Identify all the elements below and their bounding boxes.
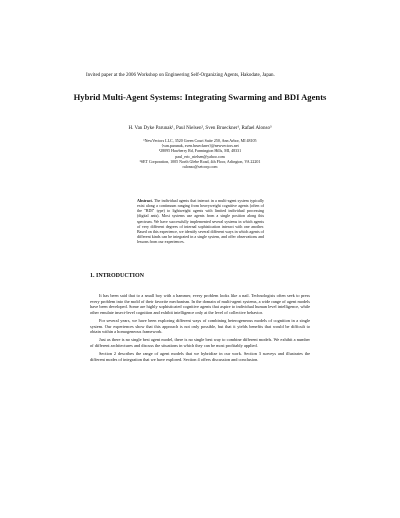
section-body <box>90 293 310 365</box>
abstract <box>137 198 264 244</box>
affiliation-line: ¹NewVectors LLC, 3520 Green Court Suite 250, Ann Arbor, MI 48105 <box>143 138 257 143</box>
body-paragraph: Section 2 describes the range of agent models that we hybridize in our work. Section 3 surveys and illustrates the different modes of integration that we have explored. Section 4 offers discussion and conclusion. <box>90 351 310 362</box>
author-list: H. Van Dyke Parunak¹, Paul Nielsen², Sven Brueckner¹, Rafael Alonso³ <box>128 126 272 131</box>
affiliation-line: {van.parunak, sven.brueckner}@newvectors.net <box>161 143 239 149</box>
affiliation-line: ³SET Corporation, 1005 North Glebe Road, 4th Floor, Arlington, VA 22201 <box>139 158 261 164</box>
body-paragraph: Just as there is no single best agent model, there is no single best way to combine different models. We exhibit a number of different architectures and discuss the situations in which they can be most profitably applied. <box>90 337 310 348</box>
affiliations <box>60 138 340 169</box>
affiliation-line: paul_eric_nielsen@yahoo.com <box>175 153 225 159</box>
affiliation-line: ²28095 Hawberry Rd, Farmington Hills, MI, 48331 <box>158 148 242 154</box>
venue-note: Invited paper at the 2006 Workshop on Engineering Self-Organizing Agents, Hakodate, Japan. <box>86 73 275 78</box>
body-paragraph: It has been said that to a small boy with a hammer, every problem looks like a nail. Technologists often seek to press every problem into the mold of their favorite mechanism. In the domain of multi-agent systems, a wide range of agent models have been developed. Some are highly sophisticated cognitive agents that aspire to individual human level intelligence, while other emulate insect-level cognition and exhibit intelligence only at the level of collective behavior. <box>90 293 310 315</box>
abstract-label: Abstract. <box>137 198 153 203</box>
body-paragraph: For several years, we have been exploring different ways of combining heterogeneous models of cognition in a single system. Our experiences show that this approach is not only possible, but that it yields benefits that would be difficult to obtain within a homogeneous framework. <box>90 317 310 335</box>
paper-title: Hybrid Multi-Agent Systems: Integrating Swarming and BDI Agents <box>73 92 327 102</box>
abstract-text: The individual agents that interact in a multi-agent system typically exist along a continuum ranging from heavyweight cognitive agents (often of the "BDI" type) to lightweight agents with limited individual processing (digital ants). Most systems use agents from a single position along this spectrum. We have successfully implemented several systems in which agents of very different degrees of internal sophistication interact with one another. Based on this experience, we identify several different ways in which agents of different kinds can be integrated in a single system, and offer observations and lessons from our experiences. <box>137 198 264 245</box>
affiliation-line: ralonso@setcorp.com <box>182 164 218 170</box>
section-heading: 1. INTRODUCTION <box>90 273 145 279</box>
